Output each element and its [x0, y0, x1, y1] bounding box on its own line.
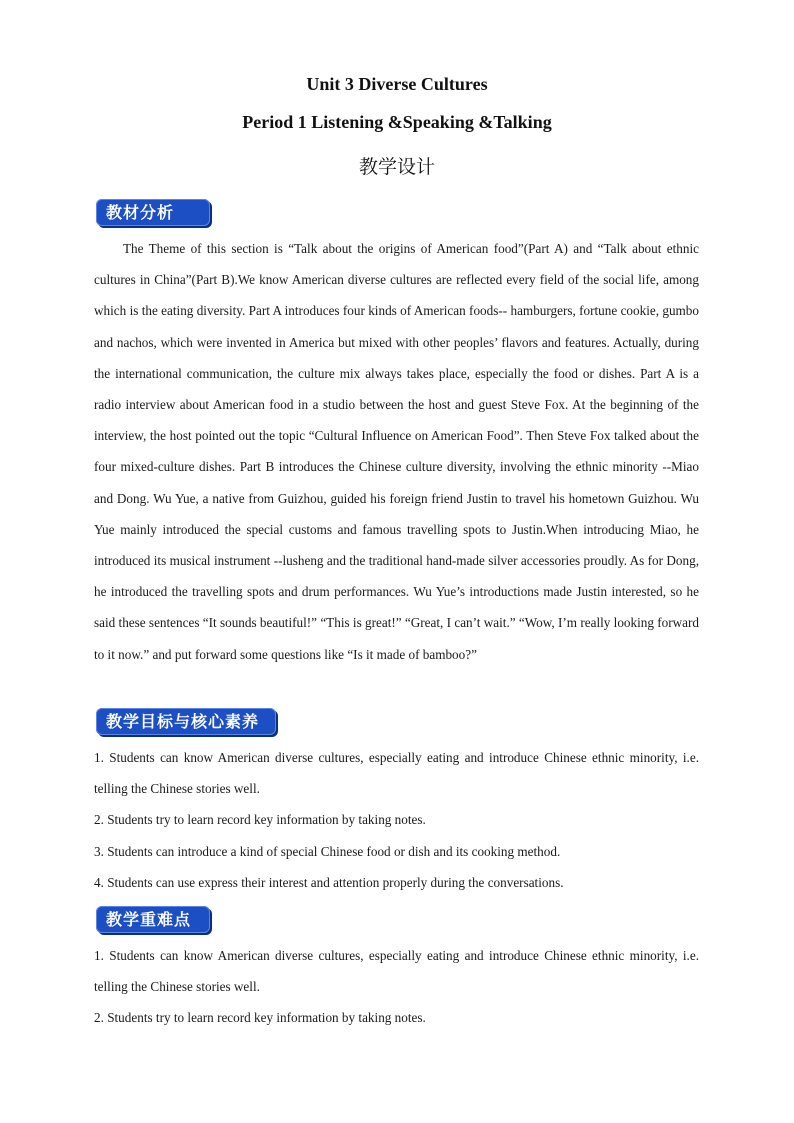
- section-badge-key-points: 教学重难点: [96, 906, 210, 933]
- list-item: 3. Students can introduce a kind of special Chinese food or dish and its cooking method.: [94, 843, 561, 859]
- list-item: 1. Students can know American diverse cultures, especially eating and introduce Chinese ethnic minority, i.e. telling the Chinese stories well.: [94, 948, 699, 995]
- list-item: 2. Students try to learn record key information by taking notes.: [94, 812, 426, 828]
- objectives-list: [94, 742, 699, 898]
- document-heading-cn: 教学设计: [358, 156, 435, 178]
- document-subtitle: Period 1 Listening &Speaking &Talking: [242, 112, 552, 132]
- list-item: 2. Students try to learn record key information by taking notes.: [94, 1010, 426, 1026]
- analysis-paragraph: The Theme of this section is “Talk about the origins of American food”(Part A) and “Talk about ethnic cultures in China”(Part B).We know American diverse cultures are reflected every field of the social life, among which is the eating diversity. Part A introduces four kinds of American foods-- hamburgers, fortune cookie, gumbo and nachos, which were invented in America but mixed with other peoples’ flavors and features. Actually, during the international communication, the culture mix always takes place, especially the food or dishes. Part A is a radio interview about American food in a studio between the host and guest Steve Fox. At the beginning of the interview, the host pointed out the topic “Cultural Influence on American Food”. Then Steve Fox talked about the four mixed-culture dishes. Part B introduces the Chinese culture diversity, involving the ethnic minority --Miao and Dong. Wu Yue, a native from Guizhou, guided his foreign friend Justin to travel his hometown Guizhou. Wu Yue mainly introduced the special customs and famous travelling spots to Justin.When introducing Miao, he introduced its musical instrument --lusheng and the traditional hand-made silver accessories proudly. As for Dong, he introduced the travelling spots and drum performances. Wu Yue’s introductions made Justin interested, so he said these sentences “It sounds beautiful!” “This is great!” “Great, I can’t wait.” “Wow, I’m really looking forward to it now.” and put forward some questions like “Is it made of bamboo?”: [94, 241, 699, 662]
- section-badge-objectives: 教学目标与核心素养: [96, 708, 276, 735]
- list-item: 1. Students can know American diverse cultures, especially eating and introduce Chinese ethnic minority, i.e. telling the Chinese stories well.: [94, 750, 699, 797]
- key-points-list: [94, 940, 699, 1034]
- section-badge-analysis: 教材分析: [96, 199, 210, 226]
- document-title: Unit 3 Diverse Cultures: [306, 74, 488, 94]
- list-item: 4. Students can use express their interest and attention properly during the conversations.: [94, 874, 564, 890]
